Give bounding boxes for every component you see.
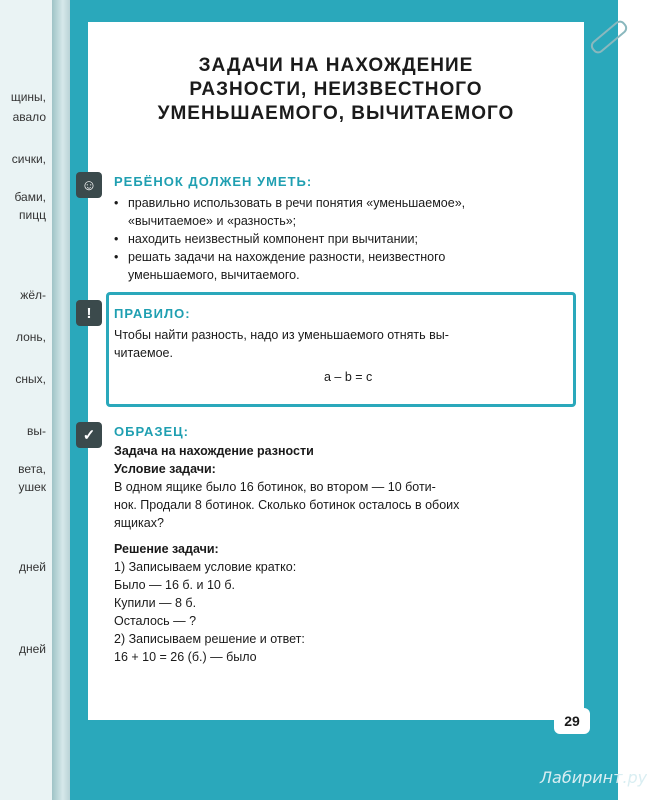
skill-item-cont: уменьшаемого, вычитаемого. — [128, 268, 300, 282]
left-page-text: щины, — [10, 90, 46, 104]
title-line: УМЕНЬШАЕМОГО, ВЫЧИТАЕМОГО — [157, 103, 515, 124]
skill-item-cont: «вычитаемое» и «разность»; — [128, 214, 297, 228]
left-page-text: авало — [12, 110, 46, 124]
left-page-text: ушек — [18, 480, 46, 494]
skill-item: • решать задачи на нахождение разности, неизвестного — [114, 248, 445, 266]
left-page-text: жёл- — [20, 288, 46, 302]
child-icon: ☺ — [76, 172, 102, 198]
solution-line: 1) Записываем условие кратко: — [114, 560, 297, 574]
rule-icon: ! — [76, 300, 102, 326]
task-title: Задача на нахождение разности — [114, 444, 314, 458]
solution-line: Осталось — ? — [114, 614, 197, 628]
solution-line: 16 + 10 = 26 (б.) — было — [114, 650, 257, 664]
left-page-edge — [0, 0, 54, 800]
solution-title: Решение задачи: — [114, 542, 219, 556]
title-line: РАЗНОСТИ, НЕИЗВЕСТНОГО — [189, 79, 483, 100]
condition-text: В одном ящике было 16 ботинок, во втором — 10 боти- — [114, 480, 436, 494]
left-page-text: дней — [18, 642, 46, 656]
book-page — [70, 0, 647, 800]
page-number: 29 — [554, 708, 590, 734]
rule-formula: a – b = c — [324, 370, 373, 384]
rule-text: читаемое. — [114, 346, 173, 360]
watermark: Лабиринт.ру — [540, 768, 647, 787]
left-page-text: лонь, — [15, 330, 46, 344]
left-page-text: вета, — [18, 462, 46, 476]
left-page-text: пицц — [19, 208, 46, 222]
title-line: ЗАДАЧИ НА НАХОЖДЕНИЕ — [198, 55, 474, 76]
skills-heading: РЕБЁНОК ДОЛЖЕН УМЕТЬ: — [114, 174, 313, 189]
sample-heading: ОБРАЗЕЦ: — [114, 424, 190, 439]
skill-item: • правильно использовать в речи понятия «уменьшаемое», — [114, 194, 465, 212]
rule-text: Чтобы найти разность, надо из уменьшаемого отнять вы- — [114, 328, 449, 342]
solution-line: Было — 16 б. и 10 б. — [114, 578, 235, 592]
page-content — [81, 22, 584, 729]
left-page-text: сных, — [15, 372, 46, 386]
left-page-text: сички, — [11, 152, 46, 166]
skill-item: • находить неизвестный компонент при вычитании; — [114, 230, 418, 248]
condition-title: Условие задачи: — [114, 462, 216, 476]
condition-text: ящиках? — [114, 516, 164, 530]
rule-heading: ПРАВИЛО: — [114, 306, 191, 321]
checkmark-icon: ✓ — [76, 422, 102, 448]
page-title — [96, 54, 576, 126]
paperclip-icon — [588, 18, 629, 56]
condition-text: нок. Продали 8 ботинок. Сколько ботинок осталось в обоих — [114, 498, 460, 512]
book-spine — [52, 0, 70, 800]
solution-line: 2) Записываем решение и ответ: — [114, 632, 305, 646]
solution-line: Купили — 8 б. — [114, 596, 197, 610]
left-page-text: вы- — [27, 424, 46, 438]
left-page-text: дней — [18, 560, 46, 574]
left-page-text: бами, — [14, 190, 46, 204]
